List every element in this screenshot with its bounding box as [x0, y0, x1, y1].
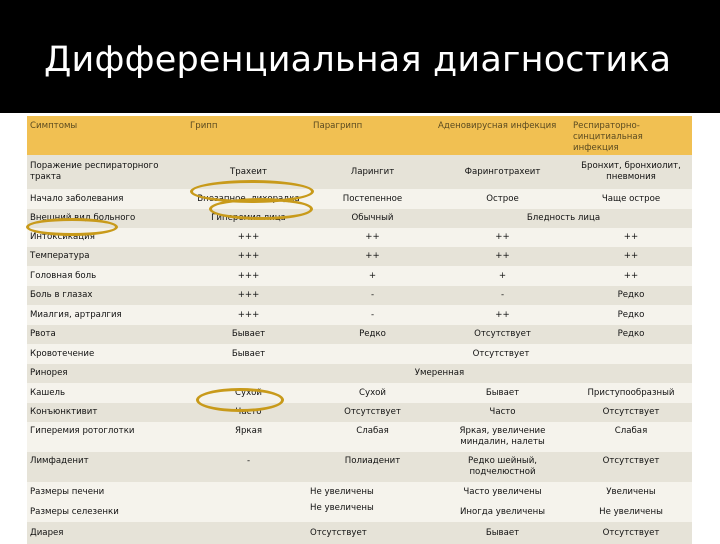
table-row — [27, 364, 692, 383]
table-cell: ++ — [435, 305, 570, 325]
table-cell: Постепенное — [310, 189, 435, 209]
table-cell: Трахеит — [187, 155, 310, 189]
table-row — [27, 305, 692, 325]
table-cell: ++ — [570, 247, 692, 266]
table-cell — [187, 482, 310, 502]
table-cell: Бледность лица — [435, 209, 692, 228]
table-cell: Редко — [570, 325, 692, 344]
symptom-cell: Конъюнктивит — [27, 403, 187, 422]
table-cell: + — [435, 266, 570, 286]
table-cell: Редко шейный, подчелюстной — [435, 452, 570, 482]
table-row — [27, 482, 692, 502]
table-cell: ++ — [570, 228, 692, 247]
table-cell: Внезапное, лихорадка — [187, 189, 310, 209]
table-cell: Ларингит — [310, 155, 435, 189]
table-row — [27, 452, 692, 482]
table-cell: +++ — [187, 286, 310, 305]
title-band — [0, 0, 720, 113]
table-cell — [187, 522, 310, 544]
table-cell: Приступообразный — [570, 383, 692, 403]
diagnosis-table — [27, 116, 692, 544]
symptom-cell: Ринорея — [27, 364, 187, 383]
table-cell: +++ — [187, 228, 310, 247]
table-row — [27, 383, 692, 403]
table-cell: + — [310, 266, 435, 286]
table-row — [27, 266, 692, 286]
table-row — [27, 189, 692, 209]
table-cell: Редко — [310, 325, 435, 344]
table-cell: ++ — [435, 228, 570, 247]
table-cell: Яркая, увеличение миндалин, налеты — [435, 422, 570, 452]
table-cell: Редко — [570, 286, 692, 305]
table-cell: Гиперемия лица — [187, 209, 310, 228]
header-cell: Парагрипп — [310, 116, 435, 155]
symptom-cell: Гиперемия ротоглотки — [27, 422, 187, 452]
table-cell: ++ — [570, 266, 692, 286]
header-cell: Грипп — [187, 116, 310, 155]
table-row — [27, 422, 692, 452]
table-cell: Отсутствует — [310, 403, 435, 422]
table-row — [27, 228, 692, 247]
symptom-cell: Температура — [27, 247, 187, 266]
table-cell: Бывает — [435, 383, 570, 403]
table-row — [27, 522, 692, 544]
table-cell: Не увеличены — [310, 482, 435, 502]
table-cell: Фаринготрахеит — [435, 155, 570, 189]
symptom-cell: Кровотечение — [27, 344, 187, 364]
table-cell: Отсутствует — [570, 452, 692, 482]
table-header-row — [27, 116, 692, 155]
table-cell: Часто — [435, 403, 570, 422]
table-cell: Отсутствует — [570, 522, 692, 544]
symptom-cell: Размеры печени — [27, 482, 187, 502]
table-cell: ++ — [310, 247, 435, 266]
table-cell: Яркая — [187, 422, 310, 452]
table-cell: Отсутствует — [435, 325, 570, 344]
table-cell: Редко — [570, 305, 692, 325]
symptom-cell: Кашель — [27, 383, 187, 403]
header-cell: Симптомы — [27, 116, 187, 155]
table-cell: Отсутствует — [310, 522, 435, 544]
table-cell: Не увеличены — [310, 502, 435, 522]
table-cell: Острое — [435, 189, 570, 209]
symptom-cell: Внешний вид больного — [27, 209, 187, 228]
table-cell: Не увеличены — [570, 502, 692, 522]
table-cell: +++ — [187, 305, 310, 325]
table-cell: Бывает — [435, 522, 570, 544]
slide-title: Дифференциальная диагностика — [44, 40, 672, 80]
table-cell: - — [435, 286, 570, 305]
table-cell: Полиаденит — [310, 452, 435, 482]
table-row — [27, 344, 692, 364]
table-cell: Сухой — [187, 383, 310, 403]
table-cell: - — [310, 286, 435, 305]
symptom-cell: Поражение респираторного тракта — [27, 155, 187, 189]
table-cell: Иногда увеличены — [435, 502, 570, 522]
symptom-cell: Миалгия, артралгия — [27, 305, 187, 325]
table-cell: +++ — [187, 247, 310, 266]
symptom-cell: Боль в глазах — [27, 286, 187, 305]
table-cell: Бывает — [187, 344, 310, 364]
header-cell: Аденовирусная инфекция — [435, 116, 570, 155]
symptom-cell: Размеры селезенки — [27, 502, 187, 522]
table-cell — [187, 502, 310, 522]
header-cell: Респираторно-синцитиальная инфекция — [570, 116, 692, 155]
symptom-cell: Интоксикация — [27, 228, 187, 247]
table-cell: Часто увеличены — [435, 482, 570, 502]
table-cell: ++ — [435, 247, 570, 266]
table-cell: Бронхит, бронхиолит, пневмония — [570, 155, 692, 189]
symptom-cell: Диарея — [27, 522, 187, 544]
table-cell: Отсутствует — [310, 344, 692, 364]
table-row — [27, 247, 692, 266]
table-cell: Часто — [187, 403, 310, 422]
table-cell: - — [187, 452, 310, 482]
table-cell: +++ — [187, 266, 310, 286]
table-row — [27, 403, 692, 422]
table-cell: Слабая — [310, 422, 435, 452]
table-row — [27, 209, 692, 228]
symptom-cell: Головная боль — [27, 266, 187, 286]
symptom-cell: Лимфаденит — [27, 452, 187, 482]
table-row — [27, 502, 692, 522]
table-cell: ++ — [310, 228, 435, 247]
table-cell: Отсутствует — [570, 403, 692, 422]
table-cell: Умеренная — [187, 364, 692, 383]
table-cell: Обычный — [310, 209, 435, 228]
table-cell: Слабая — [570, 422, 692, 452]
table-cell: - — [310, 305, 435, 325]
table-cell: Увеличены — [570, 482, 692, 502]
table-row — [27, 155, 692, 189]
symptom-cell: Начало заболевания — [27, 189, 187, 209]
table-cell: Чаще острое — [570, 189, 692, 209]
table-cell: Бывает — [187, 325, 310, 344]
table-row — [27, 325, 692, 344]
symptom-cell: Рвота — [27, 325, 187, 344]
table-row — [27, 286, 692, 305]
table-cell: Сухой — [310, 383, 435, 403]
